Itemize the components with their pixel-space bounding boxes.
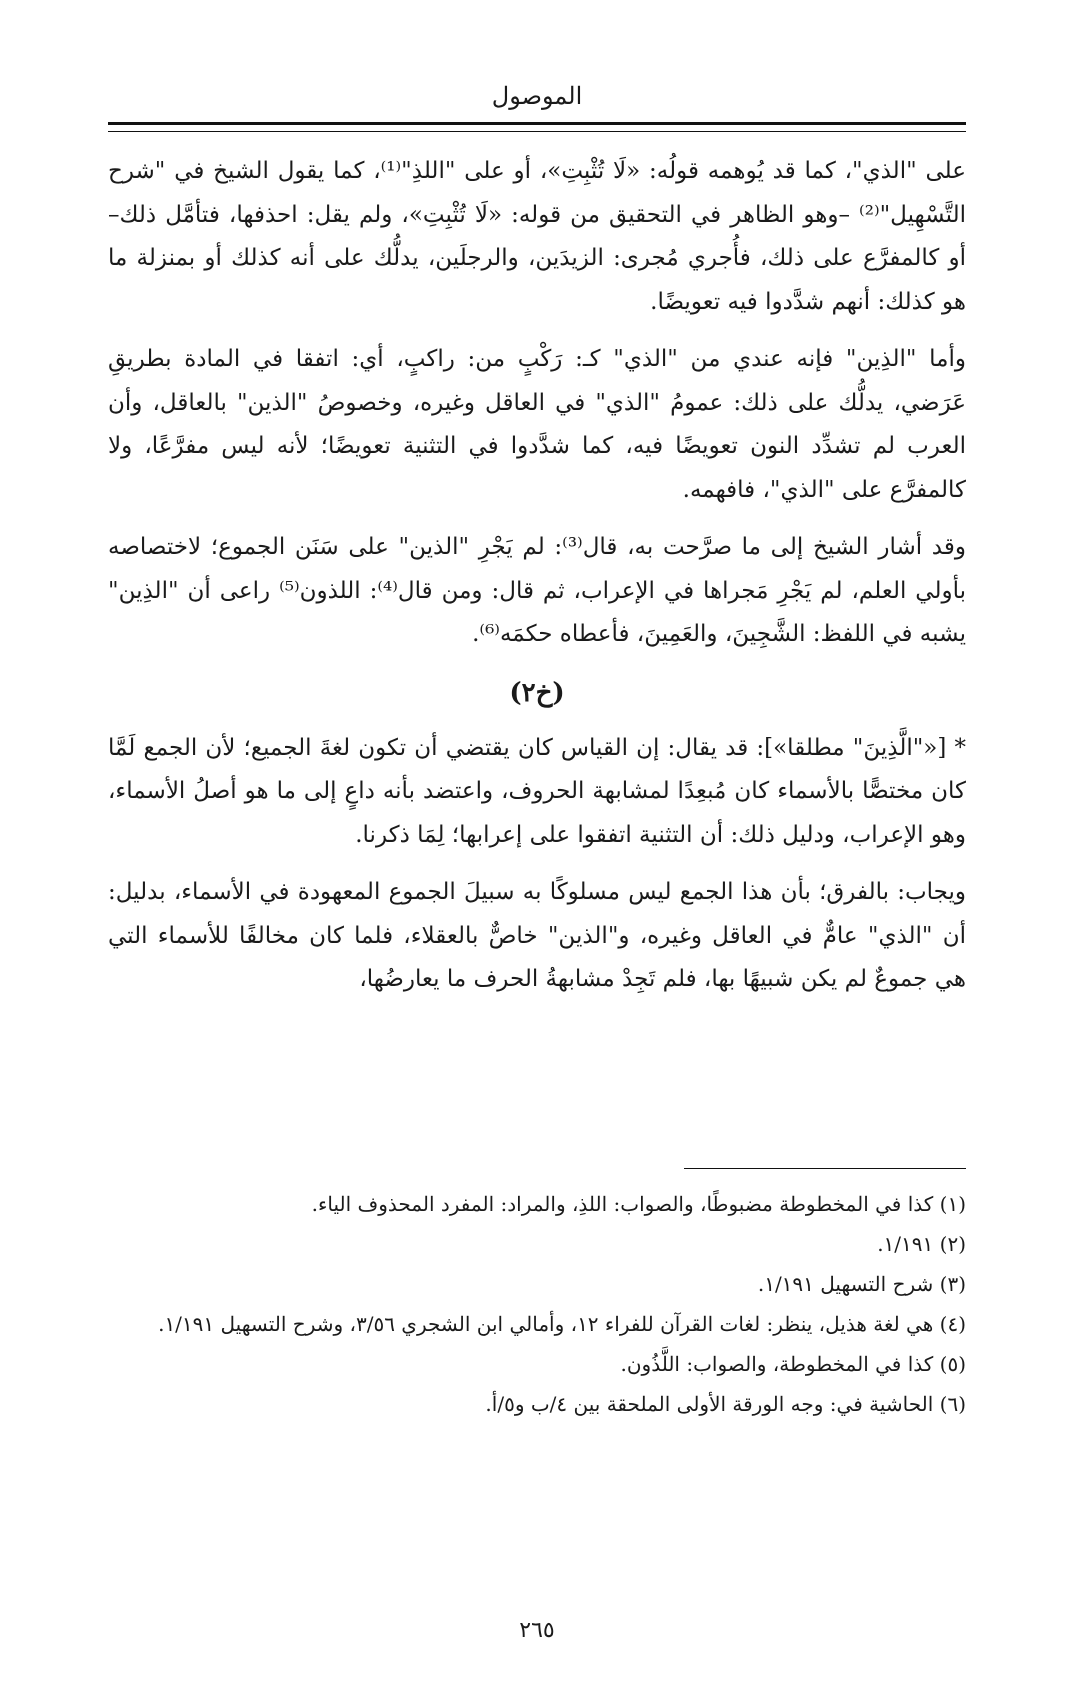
main-text <box>108 150 966 1016</box>
footnote: (٣) شرح التسهيل ١/١٩١. <box>757 1272 966 1296</box>
header-rule-thick <box>108 122 966 125</box>
running-title: الموصول <box>491 82 583 110</box>
footnote: (٥) كذا في المخطوطة، والصواب: اللَّذُون. <box>620 1352 966 1376</box>
footnote-separator <box>684 1168 966 1169</box>
header-rule-thin <box>108 131 966 132</box>
footnote: (٦) الحاشية في: وجه الورقة الأولى الملحقة بين ٤/ب و٥/أ. <box>485 1392 966 1416</box>
paragraph: وقد أشار الشيخ إلى ما صرَّحت به، قال⁽³⁾: لم يَجْرِ "الذين" على سَنَن الجموع؛ لاختصاصه بأولي العلم، لم يَجْرِ مَجراها في الإعراب، ثم قال: ومن قال⁽⁴⁾: اللذون⁽⁵⁾ راعى أن "الذِين" يشبه في اللفظ: الشَّجِينَ، والعَمِينَ، فأعطاه حكمَه⁽⁶⁾. <box>108 534 966 647</box>
paragraph: * [«"الَّذِينَ" مطلقا»]: قد يقال: إن القياس كان يقتضي أن تكون لغةَ الجميع؛ لأن الجمع لَمَّا كان مختصًّا بالأسماء كان مُبعِدًا لمشابهة الحروف، واعتضد بأنه داعٍ إلى ما هو أصلُ الأسماء، وهو الإعراب، ودليل ذلك: أن التثنية اتفقوا على إعرابها؛ لِمَا ذكرنا. <box>108 734 966 848</box>
paragraph: على "الذي"، كما قد يُوهمه قولُه: «لَا تُثْبِتِ»، أو على "اللذِ"⁽¹⁾، كما يقول الشيخ في "شرح التَّسْهِيل"⁽²⁾ –وهو الظاهر في التحقيق من قوله: «لَا تُثْبِتِ»، ولم يقل: احذفها، فتأمَّل ذلك– أو كالمفرَّع على ذلك، فأُجري مُجرى: الزيدَين، والرجلَين، يدلُّك على أنه كذلك أو بمنزلة ما هو كذلك: أنهم شدَّدوا فيه تعويضًا. <box>108 158 966 315</box>
footnote: (١) كذا في المخطوطة مضبوطًا، والصواب: اللذِ، والمراد: المفرد المحذوف الياء. <box>311 1192 966 1216</box>
paragraph: وأما "الذِين" فإنه عندي من "الذي" كـ: رَكْبٍ من: راكبٍ، أي: اتفقا في المادة بطريقِ عَرَضي، يدلُّك على ذلك: عمومُ "الذي" في العاقل وغيره، وخصوصُ "الذين" بالعاقل، وأن العرب لم تشدِّد النون تعويضًا فيه، كما شدَّدوا في التثنية تعويضًا؛ لأنه ليس مفرَّعًا، ولا كالمفرَّع على "الذي"، فافهمه. <box>108 346 966 503</box>
page-number: ٢٦٥ <box>519 1618 555 1643</box>
section-marker: (خ٢) <box>509 677 565 708</box>
footnote: (٢) ١/١٩١. <box>877 1232 966 1256</box>
document-page <box>108 0 966 1698</box>
footnote: (٤) هي لغة هذيل، ينظر: لغات القرآن للفراء ١٢، وأمالي ابن الشجري ٣/٥٦، وشرح التسهيل ١/١٩١. <box>158 1312 966 1336</box>
paragraph: ويجاب: بالفرق؛ بأن هذا الجمع ليس مسلوكًا به سبيلَ الجموع المعهودة في الأسماء، بدليل: أن "الذي" عامٌّ في العاقل وغيره، و"الذين" خاصٌّ بالعقلاء، فلما كان مخالفًا للأسماء التي هي جموعٌ لم يكن شبيهًا بها، فلم تَجِدْ مشابهةُ الحرف ما يعارضُها، <box>108 879 966 992</box>
footnotes <box>108 1184 966 1424</box>
